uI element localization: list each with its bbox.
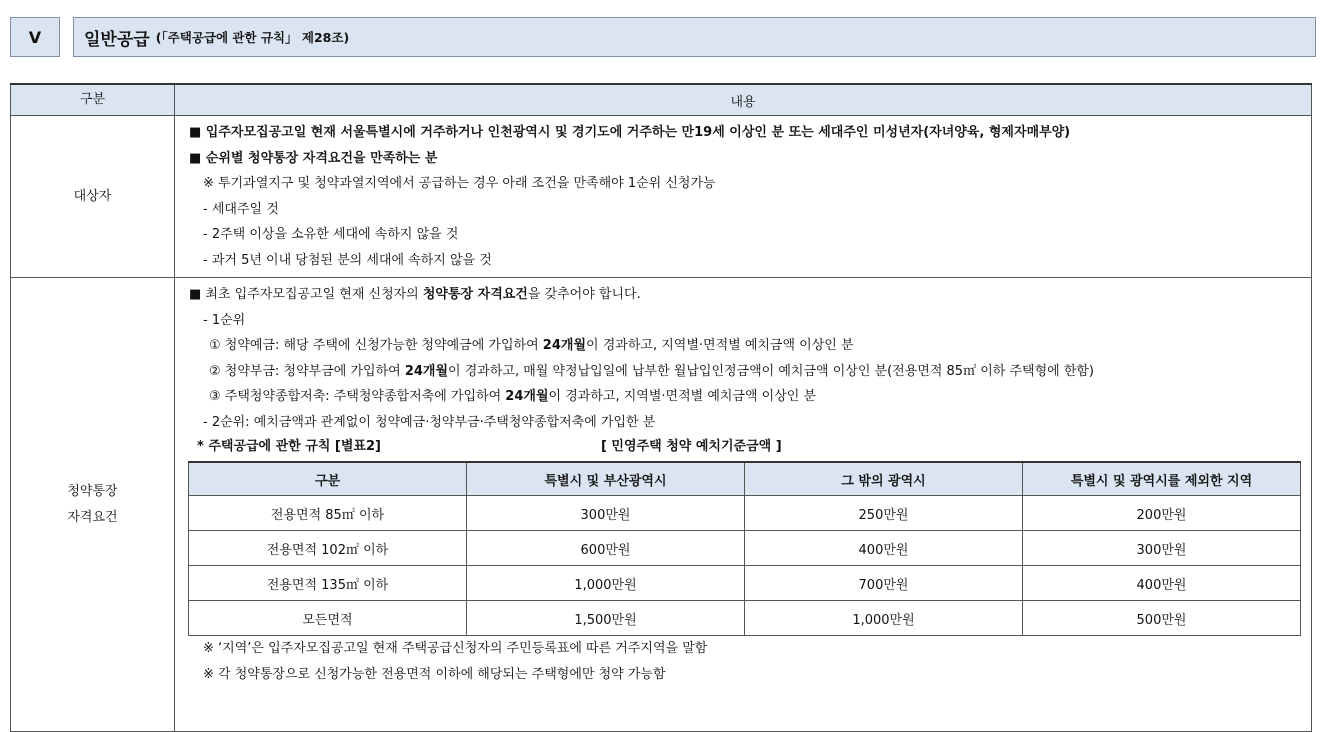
row-label-account-requirements bbox=[11, 278, 175, 732]
general-supply-table bbox=[10, 83, 1312, 732]
eligible-line-6: - 과거 5년 이내 당첨된 분의 세대에 속하지 않을 것 bbox=[203, 252, 492, 268]
table-row-account-requirements bbox=[11, 278, 1312, 732]
column-header-content: 내용 bbox=[175, 84, 1312, 116]
table-row-eligible bbox=[11, 116, 1312, 278]
section-header bbox=[10, 17, 1316, 59]
deposit-header-row bbox=[189, 462, 1301, 496]
eligible-line-3: ※ 투기과열지구 및 청약과열지역에서 공급하는 경우 아래 조건을 만족해야 1순위 신청가능 bbox=[203, 176, 716, 191]
section-title: 일반공급 bbox=[84, 29, 150, 50]
rank1-item-savings: ③ 주택청약종합저축: 주택청약종합저축에 가입하여 24개월이 경과하고, 지역별·면적별 예치금액 이상인 분 bbox=[209, 389, 817, 404]
note-area: ※ 각 청약통장으로 신청가능한 전용면적 이하에 해당되는 주택형에만 청약 가능함 bbox=[203, 666, 666, 682]
table-row: 전용면적 85㎡ 이하 300만원 250만원 200만원 bbox=[189, 496, 1301, 531]
deposit-header-other-metro: 그 밖의 광역시 bbox=[745, 462, 1023, 496]
deposit-amount-table bbox=[188, 461, 1301, 636]
eligible-content bbox=[175, 116, 1312, 278]
eligible-line-4: - 세대주일 것 bbox=[203, 201, 279, 217]
eligible-line-2: ■ 순위별 청약통장 자격요건을 만족하는 분 bbox=[189, 150, 438, 166]
column-header-category: 구분 bbox=[11, 84, 175, 116]
requirements-intro: ■ 최초 입주자모집공고일 현재 신청자의 청약통장 자격요건을 갖추어야 합니다. bbox=[189, 287, 641, 302]
deposit-header-other-regions: 특별시 및 광역시를 제외한 지역 bbox=[1023, 462, 1301, 496]
table-header-row bbox=[11, 84, 1312, 116]
section-subtitle: (「주택공급에 관한 규칙」 제28조) bbox=[155, 30, 350, 45]
eligible-line-5: - 2주택 이상을 소유한 세대에 속하지 않을 것 bbox=[203, 227, 459, 242]
row-label-eligible: 대상자 bbox=[11, 116, 175, 278]
reference-left: * 주택공급에 관한 규칙 [별표2] bbox=[197, 439, 381, 454]
rank1-item-installment: ② 청약부금: 청약부금에 가입하여 24개월이 경과하고, 매월 약정납입일에 납부한 월납입인정금액이 예치금액 이상인 분(전용면적 85㎡ 이하 주택형에 한함) bbox=[209, 363, 1095, 379]
section-title-box bbox=[73, 17, 1316, 57]
rank1-label: - 1순위 bbox=[203, 312, 246, 328]
row-label-line-1: 청약통장 bbox=[67, 483, 118, 499]
eligible-line-1: ■ 입주자모집공고일 현재 서울특별시에 거주하거나 인천광역시 및 경기도에 거주하는 만19세 이상인 분 또는 세대주인 미성년자(자녀양육, 형제자매부양) bbox=[189, 125, 1071, 140]
reference-right: [ 민영주택 청약 예치기준금액 ] bbox=[600, 439, 782, 454]
account-requirements-content bbox=[175, 278, 1312, 732]
deposit-header-seoul-busan: 특별시 및 부산광역시 bbox=[467, 462, 745, 496]
rank1-item-deposit: ① 청약예금: 해당 주택에 신청가능한 청약예금에 가입하여 24개월이 경과하고, 지역별·면적별 예치금액 이상인 분 bbox=[209, 338, 854, 353]
note-region: ※ ‘지역’은 입주자모집공고일 현재 주택공급신청자의 주민등록표에 따른 거주지역을 말함 bbox=[203, 641, 708, 656]
row-label-line-2: 자격요건 bbox=[67, 509, 118, 525]
reference-line bbox=[189, 435, 1311, 459]
section-number: V bbox=[10, 17, 60, 57]
table-row: 전용면적 102㎡ 이하 600만원 400만원 300만원 bbox=[189, 531, 1301, 566]
deposit-header-category: 구분 bbox=[189, 462, 467, 496]
table-row: 모든면적 1,500만원 1,000만원 500만원 bbox=[189, 601, 1301, 636]
rank2-line: - 2순위: 예치금액과 관계없이 청약예금·청약부금·주택청약종합저축에 가입한 분 bbox=[203, 414, 656, 430]
table-row: 전용면적 135㎡ 이하 1,000만원 700만원 400만원 bbox=[189, 566, 1301, 601]
